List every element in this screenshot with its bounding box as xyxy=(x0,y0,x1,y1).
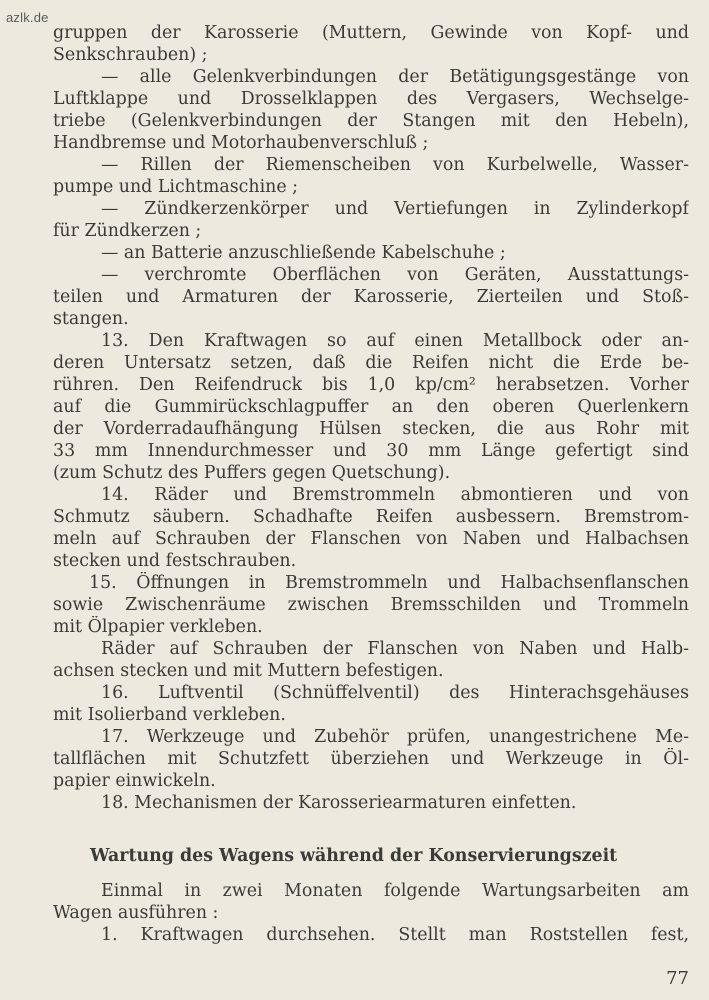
text-line: gruppen der Karosserie (Muttern, Gewinde von Kopf- und xyxy=(53,23,689,43)
text-line: papier einwickeln. xyxy=(53,771,216,791)
text-line: triebe (Gelenkverbindungen der Stangen mit den Hebeln), xyxy=(53,111,689,131)
section-text xyxy=(53,880,689,946)
text-line: teilen und Armaturen der Karosserie, Zierteilen und Stoß- xyxy=(53,287,689,307)
page-number: 77 xyxy=(666,968,689,989)
text-line: Luftklappe und Drosselklappen des Vergasers, Wechselge- xyxy=(53,89,689,109)
text-line: Räder auf Schrauben der Flanschen von Naben und Halb- xyxy=(101,639,689,659)
text-line: achsen stecken und mit Muttern befestigen. xyxy=(53,661,444,681)
text-line: tallflächen mit Schutzfett überziehen und Werkzeuge in Öl- xyxy=(53,749,689,769)
text-line: Wagen ausführen : xyxy=(53,903,219,923)
text-line: stecken und festschrauben. xyxy=(53,551,297,571)
text-line: — Zündkerzenkörper und Vertiefungen in Zylinderkopf xyxy=(101,199,689,219)
text-line: mit Isolierband verkleben. xyxy=(53,705,286,725)
text-line: deren Untersatz setzen, daß die Reifen nicht die Erde be- xyxy=(53,353,689,373)
text-line: für Zündkerzen ; xyxy=(53,221,202,241)
text-line: — an Batterie anzuschließende Kabelschuhe ; xyxy=(101,243,506,263)
body-text xyxy=(53,22,689,814)
text-line: Schmutz säubern. Schadhafte Reifen ausbessern. Bremstrom- xyxy=(53,507,689,527)
section-heading: Wartung des Wagens während der Konservierungszeit xyxy=(90,846,618,866)
text-line: Senkschrauben) ; xyxy=(53,45,208,65)
text-line: der Vorderradaufhängung Hülsen stecken, die aus Rohr mit xyxy=(53,419,689,439)
text-line: (zum Schutz des Puffers gegen Quetschung). xyxy=(53,463,451,483)
text-line: 14. Räder und Bremstrommeln abmontieren und von xyxy=(101,485,689,505)
site-watermark: azlk.de xyxy=(6,10,49,25)
text-line: 33 mm Innendurchmesser und 30 mm Länge gefertigt sind xyxy=(53,441,689,461)
text-line: 17. Werkzeuge und Zubehör prüfen, unangestrichene Me- xyxy=(101,727,689,747)
text-line: Handbremse und Motorhaubenverschluß ; xyxy=(53,133,429,153)
text-line: stangen. xyxy=(53,309,129,329)
text-line: 16. Luftventil (Schnüffelventil) des Hinterachsgehäuses xyxy=(101,683,689,703)
text-line: sowie Zwischenräume zwischen Bremsschilden und Trommeln xyxy=(53,595,689,615)
text-line: 18. Mechanismen der Karosseriearmaturen einfetten. xyxy=(101,793,577,813)
text-line: pumpe und Lichtmaschine ; xyxy=(53,177,299,197)
text-line: rühren. Den Reifendruck bis 1,0 kp/cm² herabsetzen. Vorher xyxy=(53,375,689,395)
text-line: 13. Den Kraftwagen so auf einen Metallbock oder an- xyxy=(101,331,689,351)
text-line: — verchromte Oberflächen von Geräten, Ausstattungs- xyxy=(101,265,689,285)
text-line: 15. Öffnungen in Bremstrommeln und Halbachsenflanschen xyxy=(89,573,689,593)
text-line: — alle Gelenkverbindungen der Betätigungsgestänge von xyxy=(101,67,689,87)
text-line: 1. Kraftwagen durchsehen. Stellt man Roststellen fest, xyxy=(101,925,689,945)
text-line: — Rillen der Riemenscheiben von Kurbelwelle, Wasser- xyxy=(101,155,689,175)
text-line: meln auf Schrauben der Flanschen von Naben und Halbachsen xyxy=(53,529,689,549)
text-line: auf die Gummirückschlagpuffer an den oberen Querlenkern xyxy=(53,397,689,417)
text-line: Einmal in zwei Monaten folgende Wartungsarbeiten am xyxy=(101,881,689,901)
text-line: mit Ölpapier verkleben. xyxy=(53,617,263,637)
